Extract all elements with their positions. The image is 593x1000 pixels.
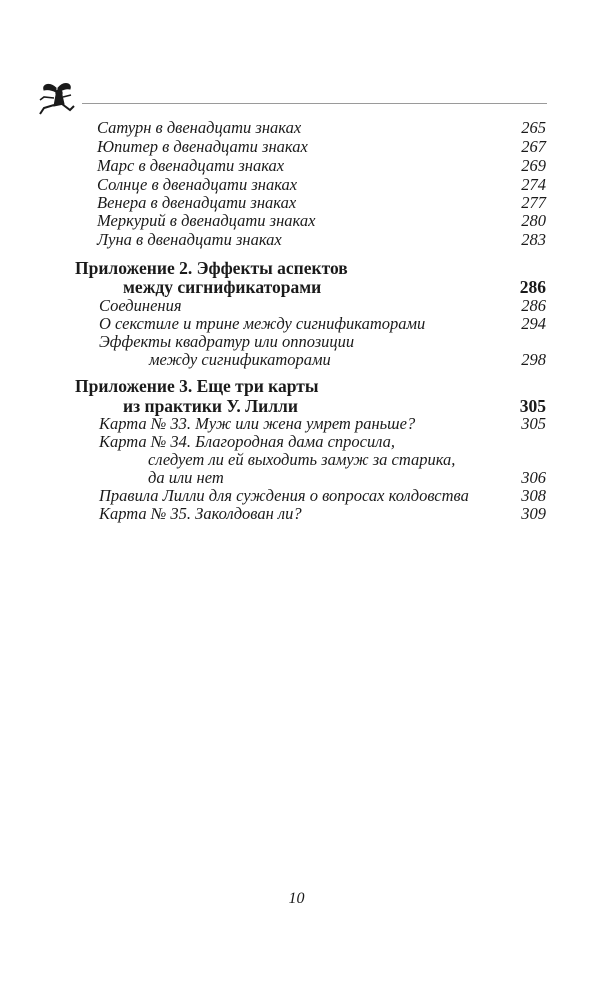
toc-entry-page: 277 — [521, 193, 546, 212]
page-number: 10 — [288, 890, 305, 907]
appendix-heading-line2: между сигнификаторами — [123, 277, 322, 297]
toc-entry-title: Венера в двенадцати знаках — [97, 193, 297, 212]
toc-entry-title: Соединения — [99, 296, 182, 315]
toc-entry-page: 306 — [521, 468, 546, 487]
toc-entry-page: 283 — [521, 230, 546, 249]
toc-entry — [0, 468, 593, 488]
toc-entry-title: Юпитер в двенадцати знаках — [97, 137, 308, 156]
toc-entry-title: следует ли ей выходить замуж за старика, — [148, 450, 456, 469]
appendix-heading-page: 305 — [519, 396, 546, 416]
appendix-heading — [0, 396, 593, 416]
toc-entry-title: между сигнификаторами — [149, 350, 331, 369]
toc-entry — [0, 211, 593, 231]
toc-entry — [0, 314, 593, 334]
toc-entry — [0, 230, 593, 250]
toc-entry-title: Сатурн в двенадцати знаках — [97, 118, 302, 137]
toc-entry-title: О секстиле и трине между сигнификаторами — [99, 314, 426, 333]
toc-entry-page: 269 — [521, 156, 546, 175]
toc-entry-title: Меркурий в двенадцати знаках — [97, 211, 316, 230]
toc-entry — [0, 450, 593, 470]
toc-entry-title: Луна в двенадцати знаках — [97, 230, 282, 249]
appendix-heading — [0, 258, 593, 278]
appendix-heading — [0, 376, 593, 396]
toc-entry — [0, 486, 593, 506]
toc-entry-page: 308 — [521, 486, 546, 505]
toc-entry-page: 280 — [521, 211, 546, 230]
toc-entry-title: Правила Лилли для суждения о вопросах колдовства — [99, 486, 469, 505]
toc-entry — [0, 296, 593, 316]
toc-entry — [0, 432, 593, 452]
toc-entry-title: Эффекты квадратур или оппозиции — [99, 332, 355, 351]
toc-entry-title: да или нет — [148, 468, 224, 487]
toc-entry-page: 265 — [521, 118, 546, 137]
toc-entry-title: Марс в двенадцати знаках — [97, 156, 285, 175]
toc-entry — [0, 137, 593, 157]
toc-entry — [0, 350, 593, 370]
toc-entry — [0, 332, 593, 352]
toc-entry-page: 294 — [521, 314, 546, 333]
appendix-heading-line2: из практики У. Лилли — [123, 396, 298, 416]
toc-entry — [0, 504, 593, 524]
toc-entry — [0, 193, 593, 213]
toc-entry-page: 305 — [521, 414, 546, 433]
toc-entry-page: 274 — [521, 175, 546, 194]
toc-entry-title: Карта № 35. Заколдован ли? — [99, 504, 302, 523]
toc-entry-page: 309 — [521, 504, 546, 523]
toc-entry-title: Карта № 33. Муж или жена умрет раньше? — [99, 414, 416, 433]
appendix-heading-page: 286 — [519, 277, 546, 297]
appendix-heading-line1: Приложение 3. Еще три карты — [75, 376, 319, 396]
appendix-heading-line1: Приложение 2. Эффекты аспектов — [75, 258, 348, 278]
toc-entry-title: Солнце в двенадцати знаках — [97, 175, 298, 194]
toc-entry — [0, 156, 593, 176]
appendix-heading — [0, 277, 593, 297]
toc-entry — [0, 118, 593, 138]
toc-entry — [0, 414, 593, 434]
toc-entry-page: 298 — [521, 350, 546, 369]
toc-entry-page: 267 — [521, 137, 546, 156]
toc-entry-page: 286 — [521, 296, 546, 315]
toc-entry — [0, 175, 593, 195]
toc-entry-title: Карта № 34. Благородная дама спросила, — [99, 432, 396, 451]
